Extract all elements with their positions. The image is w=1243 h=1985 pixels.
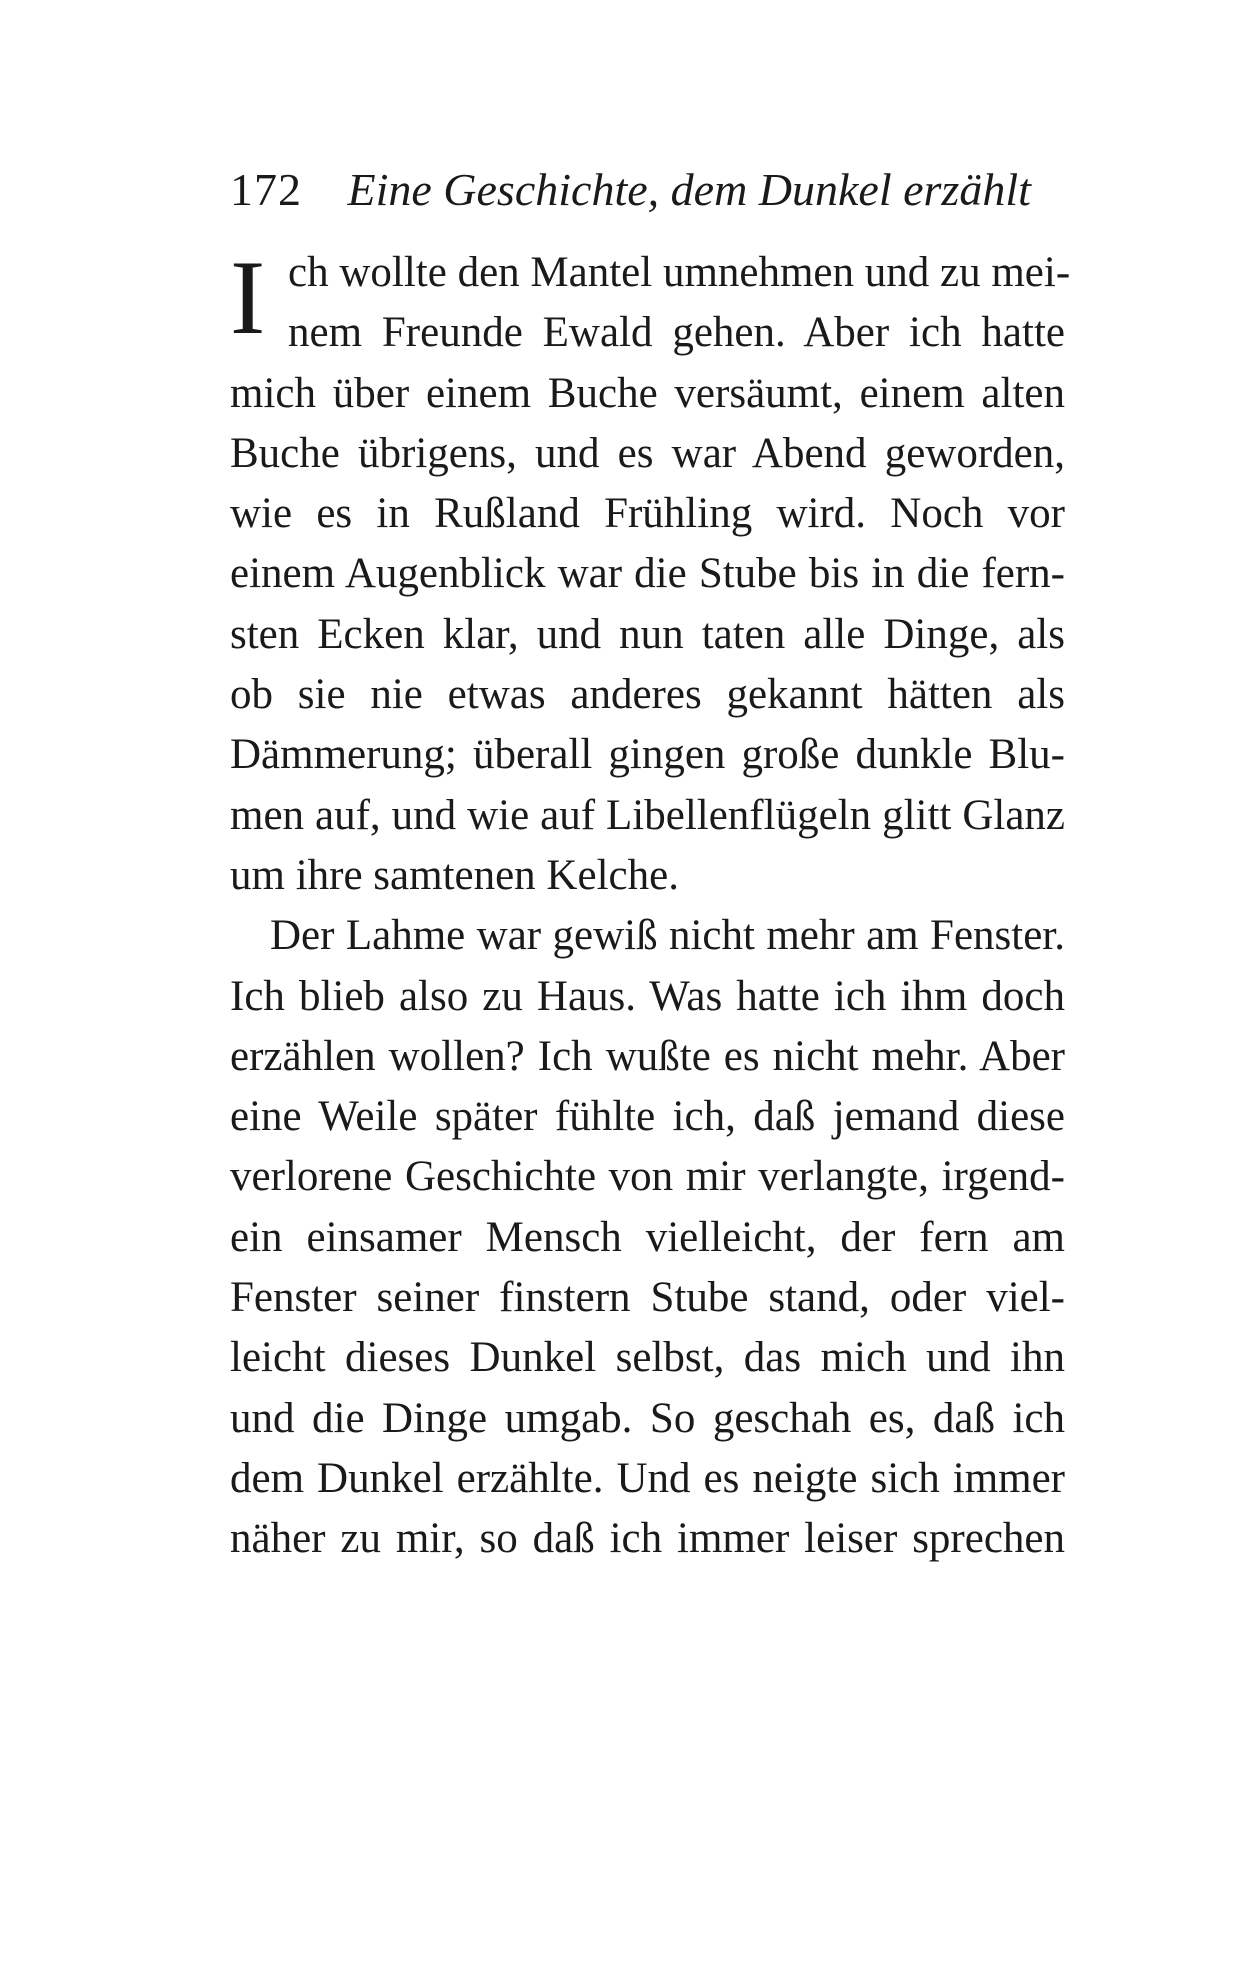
text-line: ch wollte den Mantel umnehmen und zu mei- — [288, 249, 1071, 296]
text-line: nem Freunde Ewald gehen. Aber ich hatte — [288, 309, 1065, 357]
running-title: Eine Geschichte, dem Dunkel erzählt — [347, 164, 1031, 215]
body-text — [230, 239, 1071, 1570]
text-line: Buche übrigens, und es war Abend geworden, — [230, 429, 1065, 477]
text-line: verlorene Geschichte von mir verlangte, irgend- — [230, 1153, 1065, 1201]
paragraph-2 — [230, 906, 1065, 1569]
text-line: dem Dunkel erzählte. Und es neigte sich immer — [230, 1454, 1065, 1502]
text-line: Dämmerung; überall gingen große dunkle Blu- — [230, 731, 1065, 779]
text-line: und die Dinge umgab. So geschah es, daß ich — [230, 1394, 1065, 1442]
text-line: leicht dieses Dunkel selbst, das mich und ihn — [230, 1334, 1065, 1382]
text-line: men auf, und wie auf Libellenflügeln glitt Glanz — [230, 791, 1065, 839]
page-number: 172 — [230, 164, 302, 215]
paragraph-1 — [230, 239, 1071, 906]
text-line: ein einsamer Mensch vielleicht, der fern am — [230, 1213, 1065, 1261]
text-line: sten Ecken klar, und nun taten alle Dinge, als — [230, 610, 1065, 658]
text-line: ob sie nie etwas anderes gekannt hätten als — [230, 671, 1065, 719]
drop-cap: I — [230, 239, 266, 356]
text-line: erzählen wollen? Ich wußte es nicht mehr. Aber — [230, 1032, 1065, 1080]
text-line: einem Augenblick war die Stube bis in die fern- — [230, 550, 1065, 598]
text-line: eine Weile später fühlte ich, daß jemand diese — [230, 1093, 1065, 1141]
text-line: Ich blieb also zu Haus. Was hatte ich ihm doch — [230, 972, 1065, 1020]
text-line: mich über einem Buche versäumt, einem alten — [230, 369, 1065, 417]
text-line: Der Lahme war gewiß nicht mehr am Fenster. — [270, 912, 1065, 960]
text-line: wie es in Rußland Frühling wird. Noch vor — [230, 490, 1065, 538]
text-line: Fenster seiner finstern Stube stand, oder viel- — [230, 1274, 1065, 1322]
text-line: näher zu mir, so daß ich immer leiser sprechen — [230, 1515, 1065, 1563]
text-line: um ihre samtenen Kelche. — [230, 851, 679, 899]
running-head — [230, 160, 1060, 220]
